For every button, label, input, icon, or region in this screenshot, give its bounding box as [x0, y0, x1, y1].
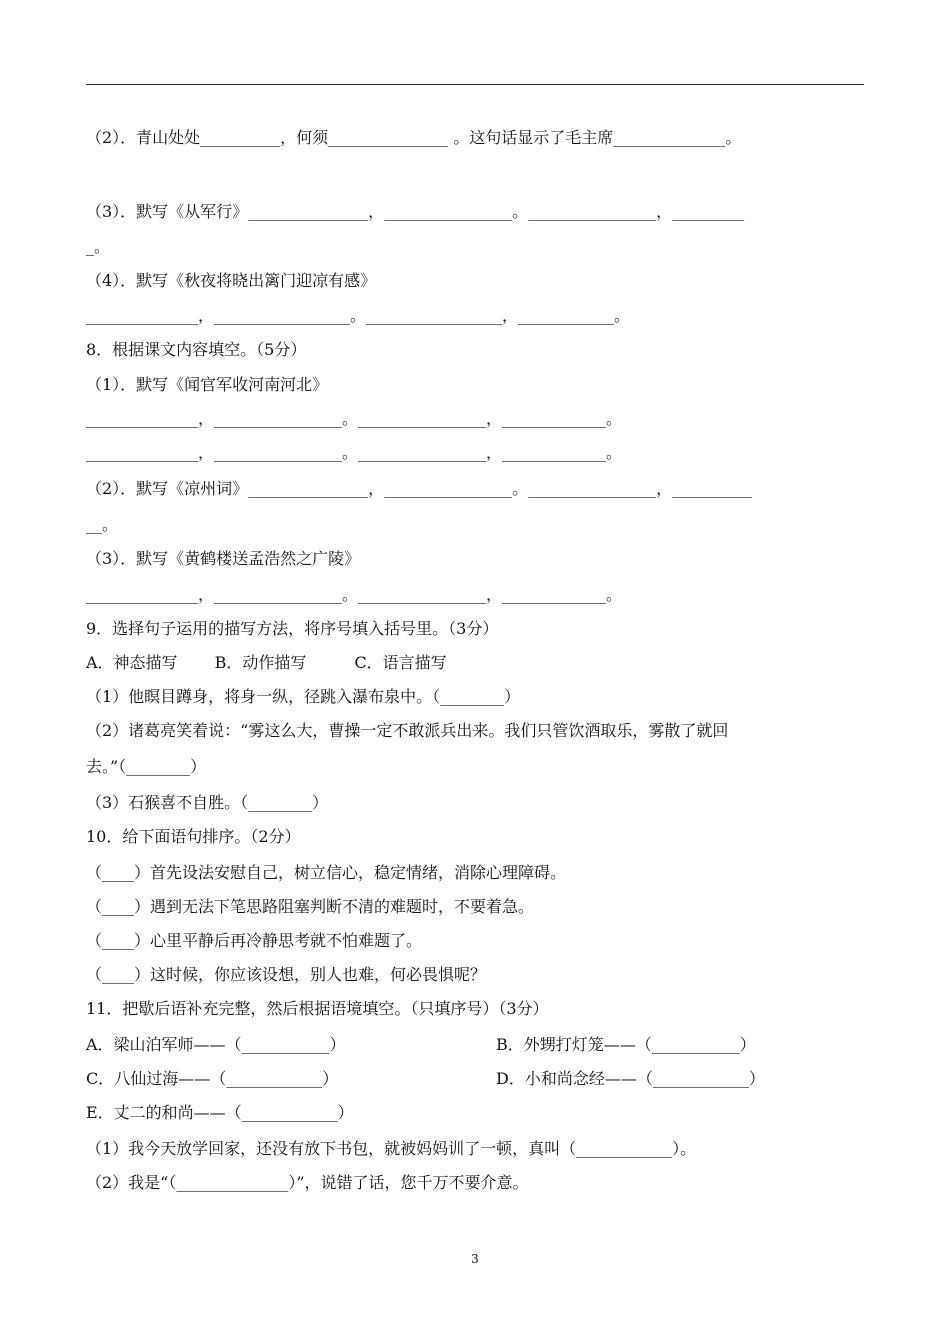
text-line: （2）诸葛亮笑着说：“雾这么大，曹操一定不敢派兵出来。我们只管饮酒取乐，雾散了就回: [86, 721, 729, 740]
text-line: （1）．默写《闻官军收河南河北》: [86, 375, 329, 394]
text-line: 去。”（________）: [86, 757, 207, 776]
xiehouyu-e: E．丈二的和尚——（____________）: [86, 1103, 354, 1122]
text-line: （3）石猴喜不自胜。（________）: [86, 793, 329, 812]
xiehouyu-d: D．小和尚念经——（____________）: [496, 1069, 765, 1088]
header-rule: [86, 84, 864, 85]
question-heading: 10．给下面语句排序。（2分）: [86, 827, 301, 846]
question-heading: 8．根据课文内容填空。（5分）: [86, 340, 307, 359]
text-line: （2）我是“（______________）”，说错了话，您千万不要介意。: [86, 1173, 529, 1192]
question-heading: 9．选择句子运用的描写方法，将序号填入括号里。（3分）: [86, 619, 499, 638]
text-line: （3）．默写《从军行》_______________，________________。________________，_________: [86, 202, 745, 221]
text-line: ______________，_________________。_________________，____________。: [86, 306, 631, 325]
text-line: （____）心里平静后再冷静思考就不怕难题了。: [86, 931, 423, 950]
xiehouyu-c: C．八仙过海——（____________）: [86, 1069, 339, 1088]
option-line: A．神态描写 B．动作描写 C．语言描写: [86, 653, 447, 672]
text-line: （____）这时候，你应该设想，别人也难，何必畏惧呢？: [86, 965, 487, 984]
text-line: ______________，________________。________________，_____________。: [86, 409, 623, 428]
text-line: ______________，________________。________________，_____________。: [86, 443, 623, 462]
text-line: （4）．默写《秋夜将晓出篱门迎凉有感》: [86, 271, 377, 290]
text-line: _。: [86, 237, 111, 256]
page-number: 3: [471, 1252, 479, 1266]
xiehouyu-a: A．梁山泊军师——（___________）: [86, 1035, 346, 1054]
text-line: （1）我今天放学回家，还没有放下书包，就被妈妈训了一顿，真叫（____________）。: [86, 1139, 697, 1158]
text-line: （2）．青山处处__________，何须_______________ 。这句话显示了毛主席______________。: [86, 128, 742, 147]
text-line: （2）．默写《凉州词》_______________，________________。________________，__________: [86, 479, 753, 498]
text-line: （1）他瞑目蹲身，将身一纵，径跳入瀑布泉中。（________）: [86, 687, 521, 706]
xiehouyu-row: [86, 1068, 864, 1090]
text-line: （____）首先设法安慰自己，树立信心，稳定情绪，消除心理障碍。: [86, 863, 567, 882]
text-line: __。: [86, 515, 119, 534]
xiehouyu-row: [86, 1034, 864, 1056]
text-line: （3）．默写《黄鹤楼送孟浩然之广陵》: [86, 549, 361, 568]
xiehouyu-b: B．外甥打灯笼——（___________）: [496, 1035, 756, 1054]
text-line: （____）遇到无法下笔思路阻塞判断不清的难题时，不要着急。: [86, 897, 535, 916]
text-line: ______________，________________。________________，_____________。: [86, 585, 623, 604]
question-heading: 11．把歇后语补充完整，然后根据语境填空。（只填序号）（3分）: [86, 999, 549, 1018]
